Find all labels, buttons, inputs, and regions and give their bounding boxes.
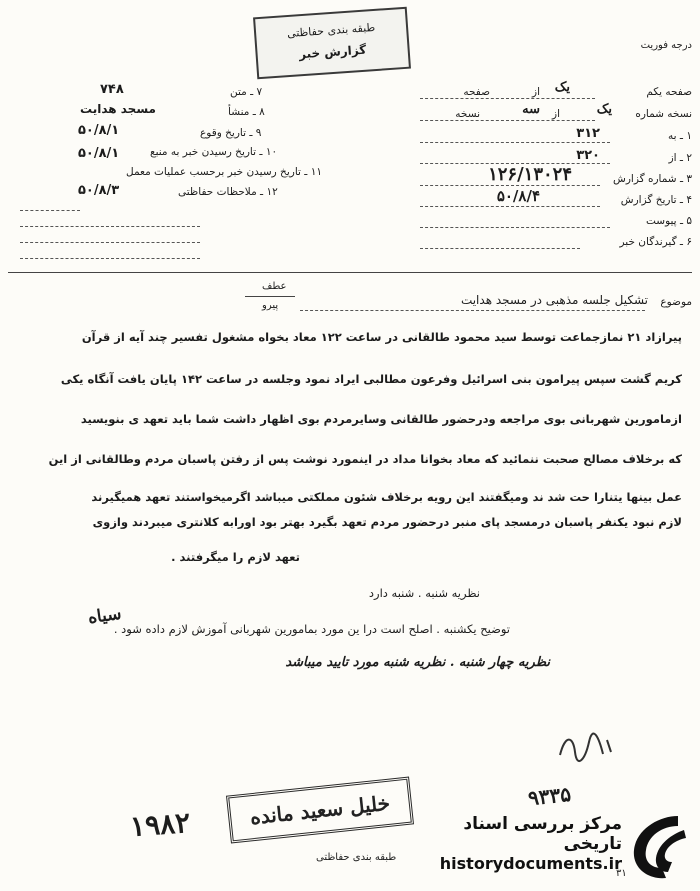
body-line-3: ازمامورین شهربانی بوی مراجعه ودرحضور طالقانی وسایرمردم بوی اظهار داشت شما باید تعهد ی بنویسید — [80, 412, 682, 426]
copy-handwritten-number: یک — [596, 102, 612, 117]
date-ops-label: ۱۱ ـ تاریخ رسیدن خبر برحسب عملیات معمل — [126, 166, 322, 178]
peyro-label: پیرو — [262, 300, 279, 311]
field-3-value: ۱۲۶/۱۳۰۲۴ — [488, 164, 572, 185]
copy-handwritten: سه — [522, 102, 540, 117]
dotted-line — [420, 227, 610, 228]
dotted-line — [420, 185, 600, 186]
body-line-2: کریم گشت سپس پیرامون بنی اسرائیل وفرعون مطالبی ایراد نمود وجلسه در ساعت ۱۴۲ پایان یافت آنگاه یکی — [60, 372, 682, 386]
page-unit: صفحه — [463, 86, 490, 98]
field-5-label: ۵ ـ پیوست — [645, 215, 692, 227]
name-stamp: خلیل سعید مانده — [226, 777, 414, 844]
dotted-line — [20, 258, 200, 259]
separator-line — [8, 272, 692, 273]
logo-url: historydocuments.ir — [439, 854, 622, 873]
field-1-value: ۳۱۲ — [576, 126, 600, 141]
dotted-line — [420, 248, 580, 249]
dotted-line — [420, 163, 610, 164]
page-label: صفحه یکم — [646, 86, 692, 98]
note-line-3: نظریه چهار شنبه . نظریه شنبه مورد تایید میباشد — [285, 655, 550, 670]
archive-logo — [420, 808, 692, 886]
field-2-label: ۲ ـ از — [668, 152, 692, 164]
field-3-label: ۳ ـ شماره گزارش — [613, 173, 692, 185]
date-occurrence-label: ۹ ـ تاریخ وقوع — [200, 127, 262, 139]
copy-label: نسخه شماره — [635, 108, 692, 120]
atf-divider — [245, 296, 295, 297]
dotted-line — [20, 210, 80, 211]
mansha-value: مسجد هدایت — [80, 102, 156, 116]
date-source-label: ۱۰ ـ تاریخ رسیدن خبر به منبع — [150, 146, 278, 158]
page-handwritten: یک — [554, 80, 570, 95]
body-line-1: پیرازاد ۲۱ نمازجماعت توسط سید محمود طالقانی در ساعت ۱۲۲ معاد بخواه مشغول تفسیر چند آیه از قرآن — [81, 330, 682, 344]
notes-label: ۱۲ ـ ملاحظات حفاظتی — [178, 186, 278, 198]
dotted-line — [20, 242, 200, 243]
top-stamp-report-title: گزارش خبر — [298, 42, 367, 62]
body-line-6: لازم نبود یکنفر پاسبان درمسجد پای منبر درحضور مردم تعهد بگیرد بهتر بود اورابه کلانتری میبردند وازوی — [92, 515, 682, 529]
stamp-number: ۱۹۸۲ — [128, 805, 192, 844]
field-4-value: ۵۰/۸/۴ — [496, 187, 540, 205]
signature-scribble — [555, 730, 615, 765]
top-stamp-classification: طبقه بندی حفاظتی — [286, 20, 376, 41]
top-classification-stamp — [253, 7, 411, 80]
signature-handwriting: سیاه — [86, 603, 123, 629]
date-ops-value: ۵۰/۸/۳ — [78, 183, 120, 198]
dotted-line — [420, 120, 595, 121]
date-source-value: ۵۰/۸/۱ — [78, 146, 120, 161]
dotted-line — [420, 142, 610, 143]
subject-label: موضوع — [660, 296, 692, 308]
note-line-1: نظریه شنبه . شنبه دارد — [368, 586, 480, 600]
atf-label: عطف — [262, 281, 287, 292]
field-1-label: ۱ ـ به — [668, 130, 692, 142]
matn-label: ۷ ـ متن — [230, 86, 263, 98]
matn-value: ۷۴۸ — [100, 82, 124, 97]
copy-unit: نسخه — [455, 108, 480, 120]
dotted-line — [20, 226, 200, 227]
field-2-value: ۳۲۰ — [576, 148, 600, 163]
body-line-5: عمل بینها یتنارا حت شد ند ومیگفتند این رویه برخلاف شئون مملکتی میباشد اگرمیخواستند تعهد همیگیرند — [91, 490, 682, 504]
dotted-line — [420, 206, 600, 207]
subject-value: تشکیل جلسه مذهبی در مسجد هدایت — [460, 293, 648, 307]
note-line-2: توضیح یکشنبه . اصلح است درا ین مورد بمامورین شهربانی آموزش لازم داده شود . — [113, 622, 510, 636]
page-of: از — [532, 86, 540, 98]
field-6-label: ۶ ـ گیرندگان خبر — [619, 236, 692, 248]
handwritten-number: ۹۳۳۵ — [526, 781, 573, 811]
logo-title: مرکز بررسی اسناد تاریخی — [463, 814, 622, 854]
page-number: ۳۱ — [616, 868, 627, 879]
priority-label: درجه فوریت — [640, 40, 692, 51]
mansha-label: ۸ ـ منشأ — [228, 106, 265, 118]
bottom-classification-label: طبقه بندی حفاظتی — [316, 852, 397, 863]
dotted-line — [420, 98, 595, 99]
body-line-4: که برخلاف مصالح صحبت ننمائید که معاد بخوانا مداد در اینمورد نوشت پس از رفتن پاسبان مردم وطالقانی از این — [48, 452, 682, 466]
field-4-label: ۴ ـ تاریخ گزارش — [620, 194, 692, 206]
dotted-line — [300, 310, 645, 311]
copy-of: از — [552, 108, 560, 120]
date-occurrence-value: ۵۰/۸/۱ — [78, 123, 120, 138]
archive-emblem-icon — [628, 812, 690, 882]
body-line-7: تعهد لازم را میگرفتند . — [171, 550, 300, 564]
